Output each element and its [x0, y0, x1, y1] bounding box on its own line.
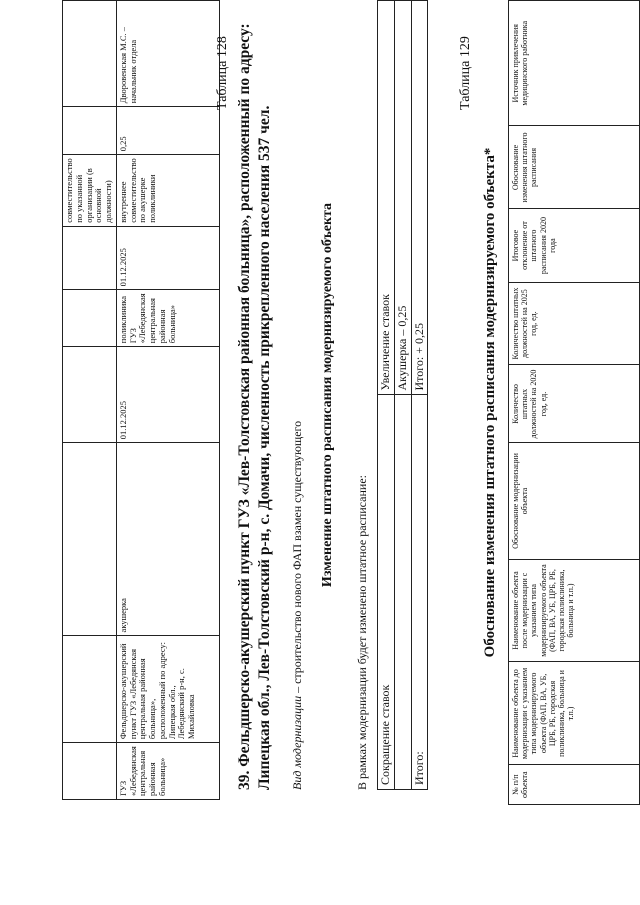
header-count-2025: Количество штатных должностей на 2025 год, ед.	[509, 282, 640, 365]
table-cell	[63, 743, 117, 800]
section-heading: 39. Фельдшерско-акушерский пункт ГУЗ «Лев-Толстовская районная больница», расположенный по адресу:	[236, 23, 253, 790]
table-number-129: Таблица 129	[458, 36, 473, 110]
date-cell: 01.12.2025	[116, 347, 219, 443]
header-deviation: Итоговое отклонение от штатного расписания 2020 года	[509, 209, 640, 282]
table-cell	[63, 107, 117, 155]
staff-change-table	[377, 0, 428, 790]
modernization-text: – строительство нового ФАП взамен существующего	[290, 420, 304, 696]
increase-header: Увеличение ставок	[378, 1, 395, 396]
table-cell	[63, 443, 117, 636]
change-intro: В рамках модернизации будет изменено штатное расписание:	[355, 475, 369, 790]
header-count-2020: Количество штатных должностей на 2020 год, ед.	[509, 365, 640, 443]
reduce-header: Сокращение ставок	[378, 395, 395, 790]
table-cell	[63, 226, 117, 290]
table-cell	[63, 290, 117, 347]
responsible-cell: Дворовенская М.С. – начальник отдела	[116, 1, 219, 107]
org-cell: ГУЗ «Лебедянская центральная районная больница»	[116, 743, 219, 800]
header-source: Источник привлечения медицинского работника	[509, 1, 640, 126]
justification-table	[508, 0, 640, 805]
modernization-type	[290, 421, 305, 790]
table-cell	[63, 347, 117, 443]
object-cell: Фельдшерско-акушерский пункт ГУЗ «Лебедянская центральная районная больница», расположенный по адресу: Липецкая обл., Лебедянский р-н, с. Михайловка	[116, 636, 219, 743]
total-value: Итого: + 0,25	[411, 1, 428, 396]
date-cell: 01.12.2025	[116, 226, 219, 290]
table-cell	[63, 1, 117, 107]
modernization-label: Вид модернизации	[290, 695, 304, 790]
total-label: Итого:	[411, 395, 428, 790]
header-reason: Обоснование модернизации объекта	[509, 443, 640, 559]
section-address: Липецкая обл., Лев-Толстовский р-н, с. Домачи, численность прикрепленного населения 537 чел.	[256, 105, 273, 790]
header-change-reason: Обоснование изменения штатного расписания	[509, 126, 640, 209]
table-cell	[63, 636, 117, 743]
rate-cell: 0,25	[116, 107, 219, 155]
table-number-128: Таблица 128	[215, 36, 230, 110]
increase-item: Акушерка – 0,25	[394, 1, 411, 396]
header-number: № п/п объекта	[509, 765, 640, 805]
position-cell: акушерка	[116, 443, 219, 636]
header-after: Наименование объекта после модернизации с указанием типа модернизируемого объекта (ФАП, ВА, УБ, ЦРБ, РБ, городская поликлиника, больница и т.п.)	[509, 559, 640, 662]
staff-transfer-table	[62, 0, 220, 800]
justification-title: Обоснование изменения штатного расписания модернизируемого объекта*	[482, 147, 498, 658]
basis-cell: внутреннее совместительство по акушерке поликлиники	[116, 155, 219, 227]
reduce-cell	[394, 395, 411, 790]
header-before: Наименование объекта до модернизации с указанием типа модернизируемого объекта (ФАП, ВА, УБ, ЦРБ, РБ, городская поликлиника, больница и т.п.)	[509, 662, 640, 765]
change-title: Изменение штатного расписания модернизируемого объекта	[320, 202, 335, 588]
to-object-cell: поликлиника ГУЗ «Лебедянская центральная районная больница»	[116, 290, 219, 347]
header-tail-cell: совместительство по указанной организации (в основной должности)	[63, 155, 117, 227]
